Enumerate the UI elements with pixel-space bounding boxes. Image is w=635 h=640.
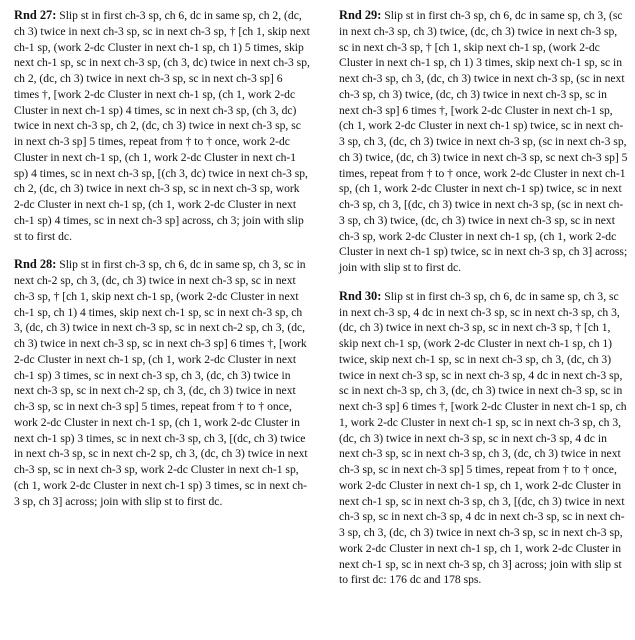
round-27 <box>14 8 310 244</box>
round-label: Rnd 28: <box>14 257 57 272</box>
round-instructions: Slip st in first ch-3 sp, ch 6, dc in same sp, ch 3, sc in next ch-3 sp, 4 dc in next ch-3 sp, sc in next ch-3 sp, ch 3, (dc, ch 3) twice in next ch-3 sp, sc in next ch-3 sp, † [ch 1, skip next ch-1 sp, (work 2-dc Cluster in next ch-1 sp, ch 1) twice, skip next ch-1 sp, sc in next ch-3 sp, ch 3, (dc, ch 3) twice in next ch-3 sp, sc in next ch-3 sp, 4 dc in next ch-3 sp, sc in next ch-3 sp, ch 3, (dc, ch 3) twice in next ch-3 sp, sc in next ch-3 sp] 6 times †, [work 2-dc Cluster in next ch-1 sp, ch 1, work 2-dc Cluster in next ch-1 sp, sc in next ch-3 sp, ch 3, (dc, ch 3) twice in next ch-3 sp, sc in next ch-3 sp, 4 dc in next ch-3 sp, sc in next ch-3 sp, ch 3, (dc, ch 3) twice in next ch-3 sp, sc in next ch-3 sp] 5 times, repeat from † to † once, work 2-dc Cluster in next ch-1 sp, ch 1, work 2-dc Cluster in next ch-1 sp, sc in next ch-3 sp, ch 3, [(dc, ch 3) twice in next ch-3 sp, sc in next ch-3 sp, 4 dc in next ch-3 sp, sc in next ch-3 sp, ch 3, (dc, ch 3) twice in next ch-3 sp, sc in next ch-3 sp, work 2-dc Cluster in next ch-1 sp, ch 1, work 2-dc Cluster in next ch-1 sp, sc in next ch-3 sp, ch 3] across; join with slip st to first dc: 176 dc and 178 sps. <box>339 289 627 587</box>
round-instructions: Slip st in first ch-3 sp, ch 6, dc in same sp, ch 2, (dc, ch 3) twice in next ch-3 sp, sc in next ch-3 sp, † [ch 1, skip next ch-1 sp, (work 2-dc Cluster in next ch-1 sp, ch 1) 5 times, skip next ch-1 sp, sc in next ch-3 sp, (ch 3, dc) twice in next ch-3 sp, ch 2, (dc, ch 3) twice in next ch-3 sp, sc in next ch-3 sp] 6 times †, [work 2-dc Cluster in next ch-1 sp, (ch 1, work 2-dc Cluster in next ch-1 sp) 4 times, sc in next ch-3 sp, (ch 3, dc) twice in next ch-3 sp, ch 2, (dc, ch 3) twice in next ch-3 sp, sc in next ch-3 sp] 5 times, repeat from † to † once, work 2-dc Cluster in next ch-1 sp, (ch 1, work 2-dc Cluster in next ch-1 sp) 4 times, sc in next ch-3 sp, [(ch 3, dc) twice in next ch-3 sp, ch 2, (dc, ch 3) twice in next ch-3 sp, sc in next ch-3 sp, work 2-dc Cluster in next ch-1 sp, (ch 1, work 2-dc Cluster in next ch-1 sp) 4 times, sc in next ch-3 sp] across, ch 3; join with slip st to first dc. <box>14 9 310 243</box>
round-29 <box>339 8 629 276</box>
round-28 <box>14 257 310 509</box>
left-column <box>14 8 310 522</box>
right-column <box>339 8 629 601</box>
round-instructions: Slip st in first ch-3 sp, ch 6, dc in same sp, ch 3, (sc in next ch-3 sp, ch 3) twice, (dc, ch 3) twice in next ch-3 sp, sc in next ch-3 sp, † [ch 1, skip next ch-1 sp, (work 2-dc Cluster in next ch-1 sp, ch 1) 3 times, skip next ch-1 sp, sc in next ch-3 sp, ch 3, (dc, ch 3) twice in next ch-3 sp, (sc in next ch-3 sp, ch 3) twice, (dc, ch 3) twice in next ch-3 sp, sc in next ch-3 sp] 6 times †, [work 2-dc Cluster in next ch-1 sp, (ch 1, work 2-dc Cluster in next ch-1 sp) twice, sc in next ch-3 sp, ch 3, (dc, ch 3) twice in next ch-3 sp, (sc in next ch-3 sp, ch 3) twice, (dc, ch 3) twice in next ch-3 sp, sc next ch-3 sp] 5 times, repeat from † to † once, work 2-dc Cluster in next ch-1 sp, (ch 1, work 2-dc Cluster in next ch-1 sp) twice, sc in next ch-3 sp, ch 3, [(dc, ch 3) twice in next ch-3 sp, (sc in next ch-3 sp, ch 3) twice, (dc, ch 3) twice in next ch-3 sp, sc in next ch-3 sp, work 2-dc Cluster in next ch-1 sp, (ch 1, work 2-dc Cluster in next ch-1 sp) twice, sc in next ch-3 sp, ch 3] across; join with slip st to first dc. <box>339 9 628 274</box>
round-instructions: Slip st in first ch-3 sp, ch 6, dc in same sp, ch 3, sc in next ch-2 sp, ch 3, (dc, ch 3) twice in next ch-3 sp, sc in next ch-3 sp, † [ch 1, skip next ch-1 sp, (work 2-dc Cluster in next ch-1 sp, ch 1) 4 times, skip next ch-1 sp, sc in next ch-3 sp, ch 3, (dc, ch 3) twice in next ch-3 sp, sc in next ch-2 sp, ch 3, (dc, ch 3) twice in next ch-3 sp, sc in next ch-3 sp] 6 times †, [work 2-dc Cluster in next ch-1 sp, (ch 1, work 2-dc Cluster in next ch-1 sp) 3 times, sc in next ch-3 sp, ch 3, (dc, ch 3) twice in next ch-3 sp, sc in next ch-2 sp, ch 3, (dc, ch 3) twice in next ch-3 sp, sc in next ch-3 sp] 5 times, repeat from † to † once, work 2-dc Cluster in next ch-1 sp, (ch 1, work 2-dc Cluster in next ch-1 sp) 3 times, sc in next ch-3 sp, ch 3, [(dc, ch 3) twice in next ch-3 sp, sc in next ch-2 sp, ch 3, (dc, ch 3) twice in next ch-3 sp, sc in next ch-3 sp, work 2-dc Cluster in next ch-1 sp, (ch 1, work 2-dc Cluster in next ch-1 sp) 3 times, sc in next ch-3 sp, ch 3] across; join with slip st to first dc. <box>14 258 308 508</box>
round-label: Rnd 30: <box>339 288 382 303</box>
round-label: Rnd 29: <box>339 8 382 22</box>
round-30 <box>339 289 629 588</box>
round-label: Rnd 27: <box>14 8 57 22</box>
